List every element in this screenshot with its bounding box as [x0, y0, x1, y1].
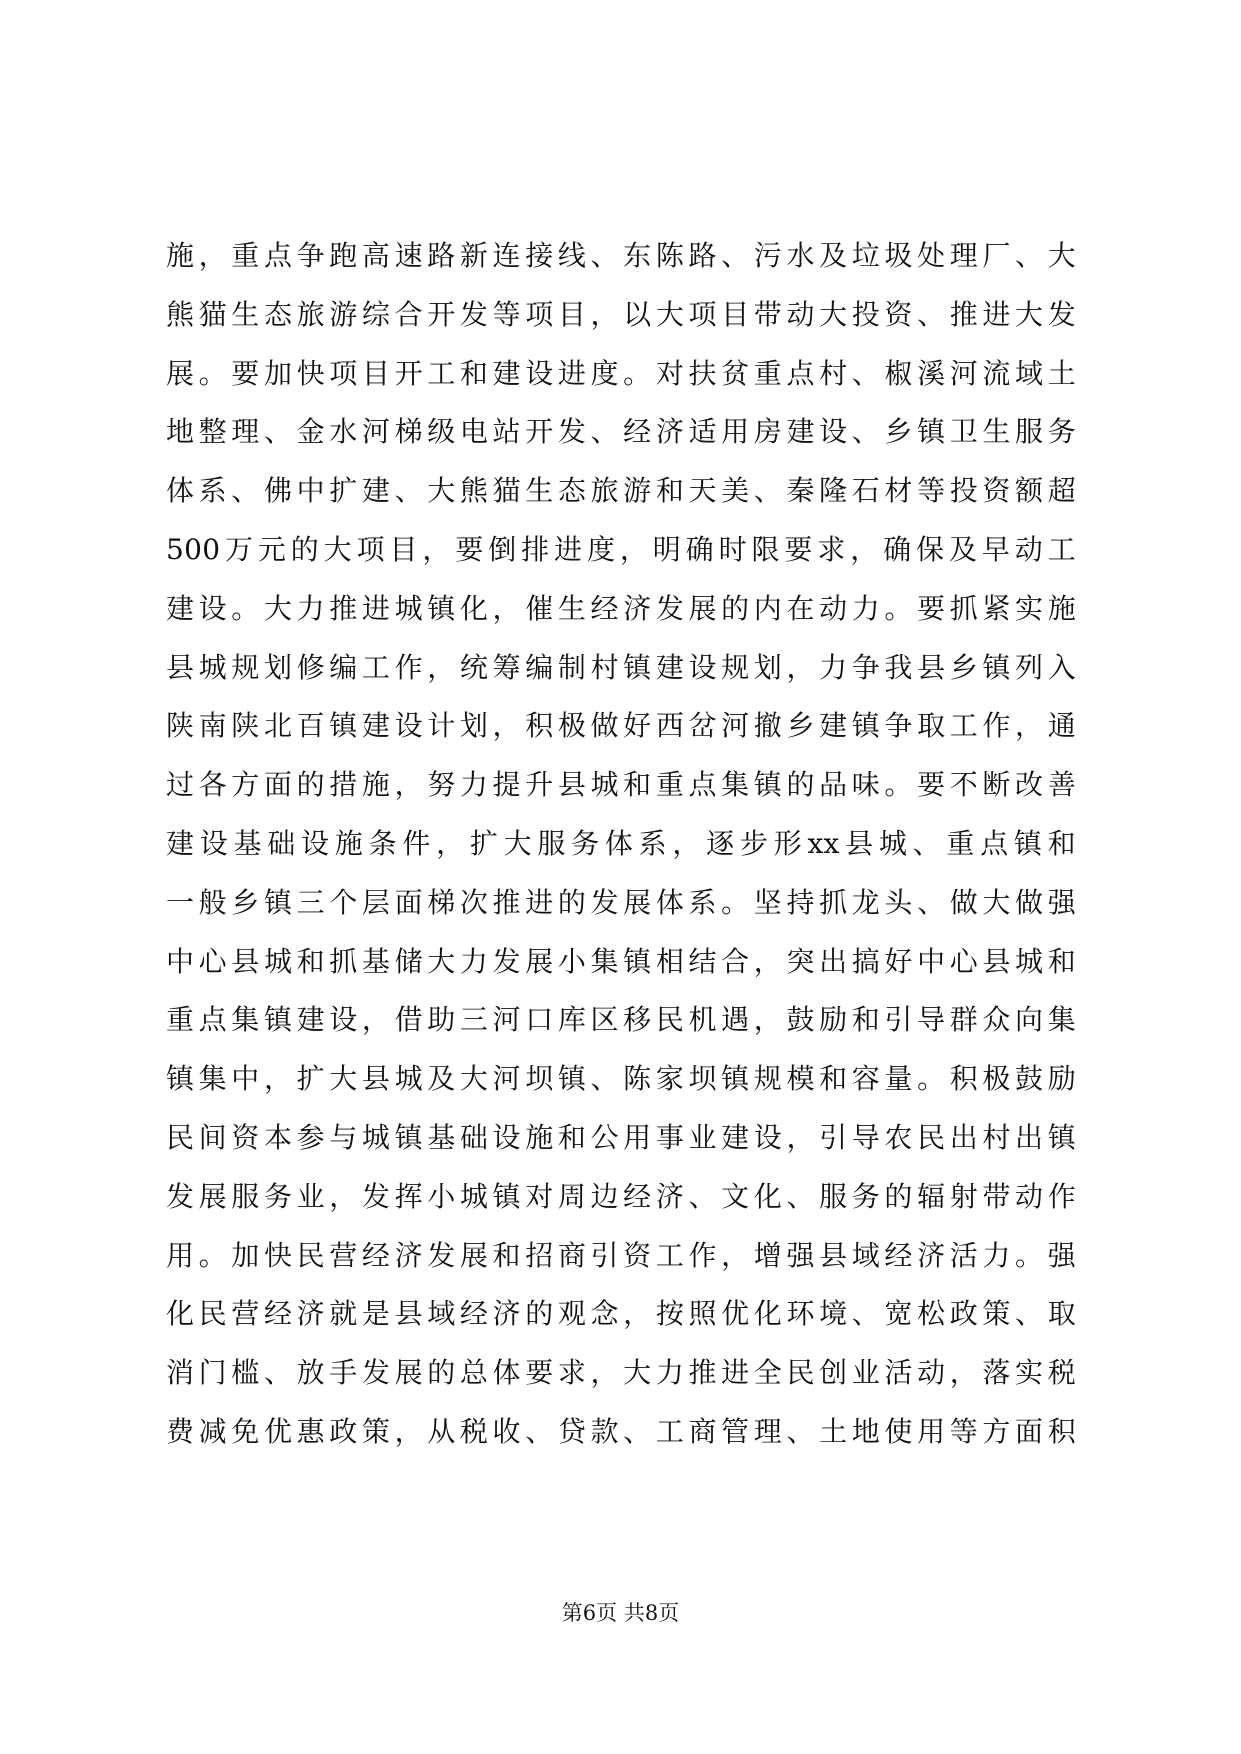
text-line: 发展服务业，发挥小城镇对周边经济、文化、服务的辐射带动作 [166, 1179, 1076, 1213]
text-line: 熊猫生态旅游综合开发等项目，以大项目带动大投资、推进大发 [166, 297, 1076, 331]
text-line: 民间资本参与城镇基础设施和公用事业建设，引导农民出村出镇 [166, 1120, 1076, 1154]
text-line: 消门槛、放手发展的总体要求，大力推进全民创业活动，落实税 [166, 1356, 1076, 1390]
text-line: 费减免优惠政策，从税收、贷款、工商管理、土地使用等方面积 [166, 1414, 1076, 1448]
body-text [166, 227, 1076, 1462]
text-line: 镇集中，扩大县城及大河坝镇、陈家坝镇规模和容量。积极鼓励 [166, 1062, 1076, 1096]
text-line: 县城规划修编工作，统筹编制村镇建设规划，力争我县乡镇列入 [166, 650, 1076, 684]
text-line: 建设基础设施条件，扩大服务体系，逐步形xx县城、重点镇和 [166, 826, 1076, 860]
text-line: 体系、佛中扩建、大熊猫生态旅游和天美、秦隆石材等投资额超 [166, 474, 1076, 508]
text-line: 过各方面的措施，努力提升县城和重点集镇的品味。要不断改善 [166, 768, 1076, 802]
text-line: 建设。大力推进城镇化，催生经济发展的内在动力。要抓紧实施 [166, 591, 1076, 625]
text-line: 一般乡镇三个层面梯次推进的发展体系。坚持抓龙头、做大做强 [166, 885, 1076, 919]
text-line: 地整理、金水河梯级电站开发、经济适用房建设、乡镇卫生服务 [166, 415, 1076, 449]
text-line: 施，重点争跑高速路新连接线、东陈路、污水及垃圾处理厂、大 [166, 239, 1076, 272]
text-line: 500万元的大项目，要倒排进度，明确时限要求，确保及早动工 [166, 532, 1076, 566]
text-line: 中心县城和抓基储大力发展小集镇相结合，突出搞好中心县城和 [166, 944, 1076, 978]
page-number-footer: 第6页 共8页 [561, 1601, 680, 1625]
text-line: 重点集镇建设，借助三河口库区移民机遇，鼓励和引导群众向集 [166, 1003, 1076, 1037]
text-line: 化民营经济就是县域经济的观念，按照优化环境、宽松政策、取 [166, 1297, 1076, 1331]
text-line: 展。要加快项目开工和建设进度。对扶贫重点村、椒溪河流域土 [166, 356, 1076, 390]
text-line: 陕南陕北百镇建设计划，积极做好西岔河撤乡建镇争取工作，通 [166, 709, 1076, 743]
text-line: 用。加快民营经济发展和招商引资工作，增强县域经济活力。强 [166, 1238, 1076, 1272]
